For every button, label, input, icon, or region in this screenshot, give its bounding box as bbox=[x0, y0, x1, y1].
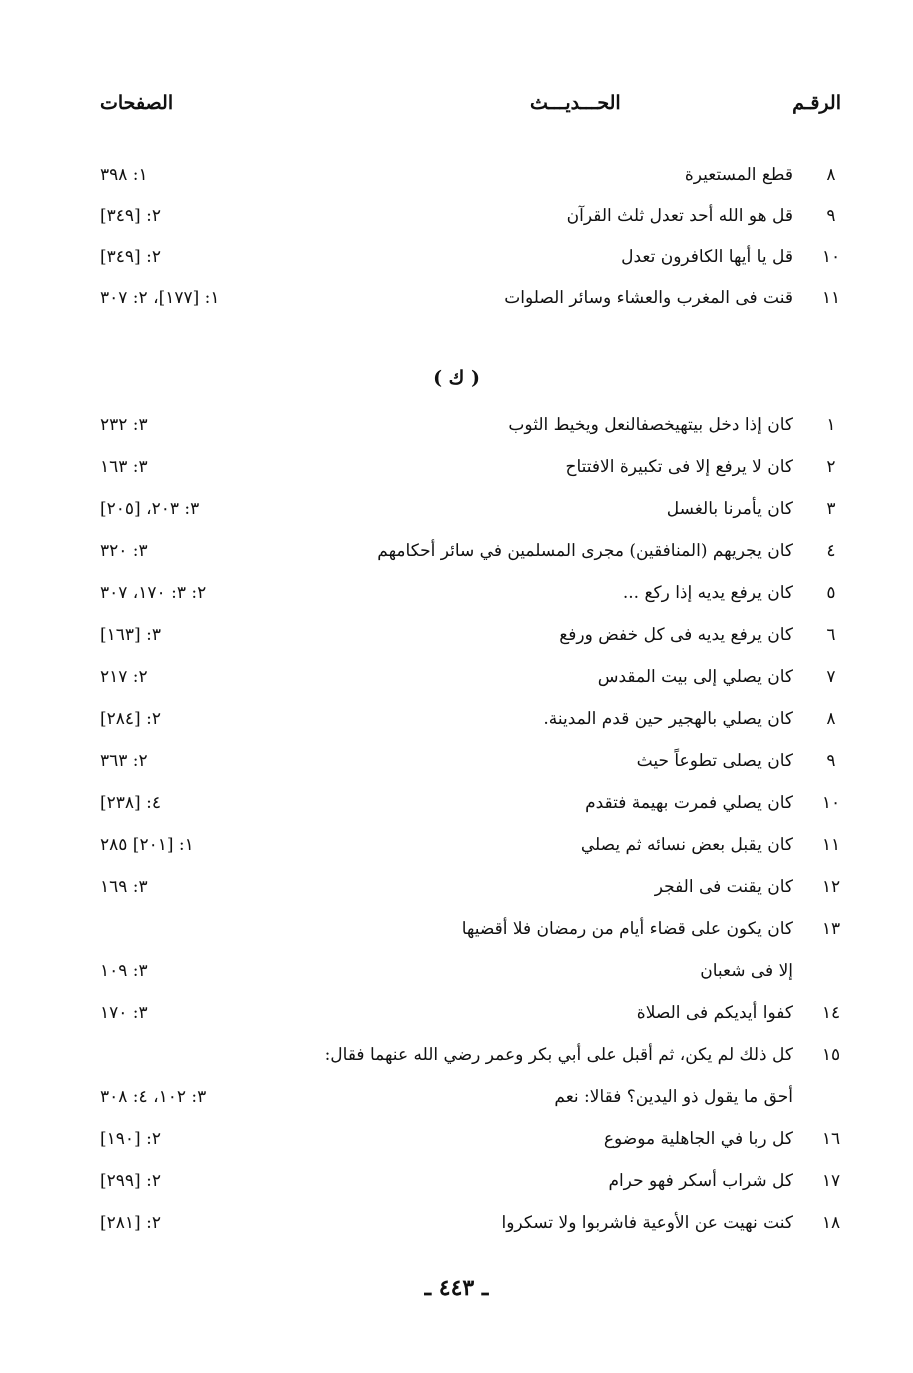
hadith-row-continuation bbox=[0, 956, 913, 986]
hadith-row bbox=[0, 620, 913, 650]
page-reference: ٢: [٢٨١] bbox=[100, 1213, 161, 1233]
hadith-text: قل يا أيها الكافرون تعدل bbox=[621, 247, 793, 267]
hadith-text: كان يجريهم (المنافقين) مجرى المسلمين في سائر أحكامهم bbox=[377, 541, 793, 561]
page-reference: ٢: ٢١٧ bbox=[100, 667, 148, 687]
hadith-text: كان يصلي بالهجير حين قدم المدينة. bbox=[543, 709, 793, 729]
hadith-row bbox=[0, 998, 913, 1028]
hadith-text: كل شراب أسكر فهو حرام bbox=[608, 1171, 793, 1191]
hadith-row bbox=[0, 283, 913, 313]
page-number: ـ ٤٤٣ ـ bbox=[424, 1275, 489, 1301]
hadith-text: كان يكون على قضاء أيام من رمضان فلا أقضيها bbox=[461, 919, 793, 939]
hadith-text: كان لا يرفع إلا فى تكبيرة الافتتاح bbox=[565, 457, 793, 477]
hadith-row bbox=[0, 746, 913, 776]
row-number: ١٠ bbox=[821, 247, 841, 267]
hadith-text: كان إذا دخل بيتهيخصفالنعل ويخيط الثوب bbox=[508, 415, 793, 435]
hadith-text: كان يصلي فمرت بهيمة فتقدم bbox=[585, 793, 793, 813]
hadith-row bbox=[0, 1124, 913, 1154]
row-number: ١٨ bbox=[821, 1213, 841, 1233]
row-number: ١ bbox=[826, 415, 836, 435]
hadith-row bbox=[0, 788, 913, 818]
hadith-row bbox=[0, 160, 913, 190]
page-reference: ٢: ٣٦٣ bbox=[100, 751, 148, 771]
row-number: ١٢ bbox=[821, 877, 841, 897]
hadith-text: كل ذلك لم يكن، ثم أقبل على أبي بكر وعمر رضي الله عنهما فقال: bbox=[324, 1045, 793, 1065]
page-reference: ٣: [١٦٣] bbox=[100, 625, 161, 645]
hadith-text: كان يرفع يديه فى كل خفض ورفع bbox=[559, 625, 793, 645]
page-reference: ٢: [٢٩٩] bbox=[100, 1171, 161, 1191]
header-pages-label: الصفحات bbox=[100, 92, 174, 114]
hadith-text: إلا فى شعبان bbox=[700, 961, 793, 981]
row-number: ١٣ bbox=[821, 919, 841, 939]
page-reference: ٢: [٣٤٩] bbox=[100, 247, 161, 267]
hadith-row bbox=[0, 1040, 913, 1070]
page-reference: ٢: ٣: ١٧٠، ٣٠٧ bbox=[100, 583, 207, 603]
row-number: ٣ bbox=[826, 499, 836, 519]
hadith-text: كان يقنت فى الفجر bbox=[654, 877, 793, 897]
page-reference: ٢: [٣٤٩] bbox=[100, 206, 161, 226]
hadith-row bbox=[0, 830, 913, 860]
hadith-row bbox=[0, 914, 913, 944]
hadith-text: أحق ما يقول ذو اليدين؟ فقالا: نعم bbox=[554, 1087, 793, 1107]
row-number: ١١ bbox=[821, 288, 841, 308]
row-number: ٥ bbox=[826, 583, 836, 603]
page-reference: ٣: ٢٠٣، [٢٠٥] bbox=[100, 499, 200, 519]
row-number: ١١ bbox=[821, 835, 841, 855]
hadith-row bbox=[0, 410, 913, 440]
hadith-text: كان يصلي إلى بيت المقدس bbox=[597, 667, 793, 687]
page-reference: ٣: ١٦٩ bbox=[100, 877, 148, 897]
hadith-text: كان يأمرنا بالغسل bbox=[666, 499, 793, 519]
header-number-label: الرقـم bbox=[792, 92, 841, 114]
hadith-text: قنت فى المغرب والعشاء وسائر الصلوات bbox=[504, 288, 793, 308]
hadith-row-continuation bbox=[0, 1082, 913, 1112]
page-reference: ٤: [٢٣٨] bbox=[100, 793, 161, 813]
hadith-row bbox=[0, 1166, 913, 1196]
page-reference: ٢: [٢٨٤] bbox=[100, 709, 161, 729]
page-reference: ١: [١٧٧]، ٢: ٣٠٧ bbox=[100, 288, 220, 308]
hadith-text: قل هو الله أحد تعدل ثلث القرآن bbox=[566, 206, 793, 226]
page-reference: ٣: ٢٣٢ bbox=[100, 415, 148, 435]
hadith-text: كان يصلى تطوعاً حيث bbox=[636, 751, 793, 771]
hadith-text: كفوا أيديكم فى الصلاة bbox=[636, 1003, 793, 1023]
hadith-text: قطع المستعيرة bbox=[684, 165, 793, 185]
row-number: ١٤ bbox=[821, 1003, 841, 1023]
page-reference: ٣: ٣٢٠ bbox=[100, 541, 148, 561]
section-heading-kaf: ( ك ) bbox=[433, 367, 480, 389]
row-number: ٩ bbox=[826, 751, 836, 771]
hadith-text: كان يقبل بعض نسائه ثم يصلي bbox=[580, 835, 793, 855]
page-reference: ٣: ١٦٣ bbox=[100, 457, 148, 477]
row-number: ١٧ bbox=[821, 1171, 841, 1191]
row-number: ٨ bbox=[826, 165, 836, 185]
row-number: ١٦ bbox=[821, 1129, 841, 1149]
hadith-row bbox=[0, 662, 913, 692]
hadith-row bbox=[0, 1208, 913, 1238]
table-header bbox=[0, 92, 913, 126]
row-number: ٤ bbox=[826, 541, 836, 561]
row-number: ٨ bbox=[826, 709, 836, 729]
hadith-text: كان يرفع يديه إذا ركع ... bbox=[622, 583, 793, 603]
hadith-row bbox=[0, 536, 913, 566]
page-reference: ٣: ١٠٩ bbox=[100, 961, 148, 981]
hadith-row bbox=[0, 704, 913, 734]
hadith-row bbox=[0, 452, 913, 482]
hadith-row bbox=[0, 578, 913, 608]
hadith-row bbox=[0, 494, 913, 524]
page-reference: ١: ٣٩٨ bbox=[100, 165, 148, 185]
page-reference: ١: [٢٠١] ٢٨٥ bbox=[100, 835, 194, 855]
hadith-text: كنت نهيت عن الأوعية فاشربوا ولا تسكروا bbox=[501, 1213, 793, 1233]
row-number: ٦ bbox=[826, 625, 836, 645]
hadith-row bbox=[0, 201, 913, 231]
page-reference: ٣: ١٧٠ bbox=[100, 1003, 148, 1023]
header-hadith-label: الحـــديـــث bbox=[530, 92, 621, 114]
page-reference: ٢: [١٩٠] bbox=[100, 1129, 161, 1149]
row-number: ٧ bbox=[826, 667, 836, 687]
row-number: ١٠ bbox=[821, 793, 841, 813]
hadith-row bbox=[0, 242, 913, 272]
row-number: ٩ bbox=[826, 206, 836, 226]
page-reference: ٣: ١٠٢، ٤: ٣٠٨ bbox=[100, 1087, 207, 1107]
hadith-row bbox=[0, 872, 913, 902]
row-number: ٢ bbox=[826, 457, 836, 477]
row-number: ١٥ bbox=[821, 1045, 841, 1065]
hadith-text: كل ربا في الجاهلية موضوع bbox=[603, 1129, 793, 1149]
